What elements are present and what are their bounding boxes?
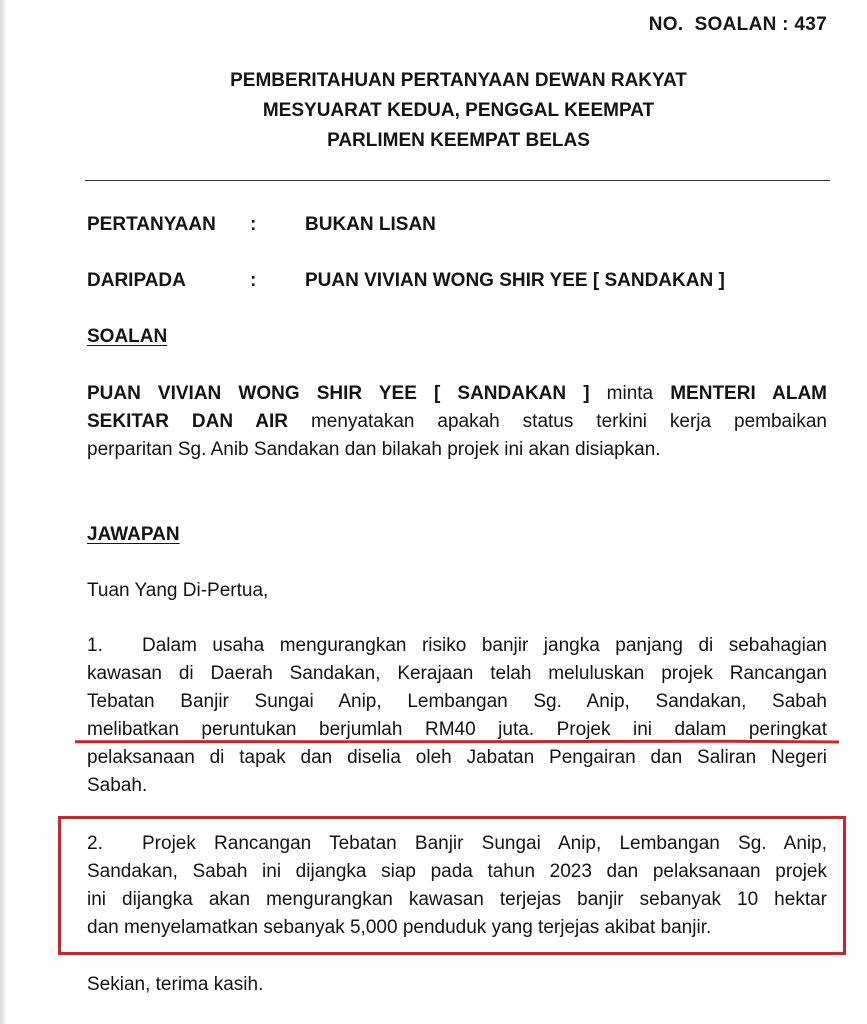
closing: Sekian, terima kasih. bbox=[87, 974, 264, 995]
para1-line-1: 1. Dalam usaha mengurangkan risiko banjir jangka panjang di sebahagian bbox=[87, 632, 827, 660]
jawapan-paragraph-1 bbox=[87, 632, 827, 800]
daripada-colon: : bbox=[250, 270, 257, 291]
document-header bbox=[0, 66, 867, 156]
pertanyaan-colon: : bbox=[250, 214, 257, 235]
pertanyaan-value: BUKAN LISAN bbox=[305, 214, 436, 235]
para1-line-6: Sabah. bbox=[87, 775, 148, 796]
para1-line-5: pelaksanaan di tapak dan diselia oleh Jabatan Pengairan dan Saliran Negeri bbox=[87, 747, 827, 768]
para1-line-4: melibatkan peruntukan berjumlah RM40 juta. Projek ini dalam peringkat bbox=[87, 719, 827, 740]
salutation: Tuan Yang Di-Pertua, bbox=[87, 580, 269, 601]
para1-line-3: Tebatan Banjir Sungai Anip, Lembangan Sg. Anip, Sandakan, Sabah bbox=[87, 691, 827, 712]
jawapan-title: JAWAPAN bbox=[87, 524, 180, 545]
para2-line-2: Sandakan, Sabah ini dijangka siap pada tahun 2023 dan pelaksanaan projek bbox=[87, 861, 827, 882]
para2-line-3: ini dijangka akan mengurangkan kawasan terjejas banjir sebanyak 10 hektar bbox=[87, 889, 827, 910]
para2-line-4: dan menyelamatkan sebanyak 5,000 penduduk yang terjejas akibat banjir. bbox=[87, 917, 712, 938]
soalan-line-3: perparitan Sg. Anib Sandakan dan bilakah projek ini akan disiapkan. bbox=[87, 439, 661, 460]
header-line-1: PEMBERITAHUAN PERTANYAAN DEWAN RAKYAT bbox=[230, 70, 687, 91]
daripada-value: PUAN VIVIAN WONG SHIR YEE [ SANDAKAN ] bbox=[305, 270, 725, 291]
question-number: NO. SOALAN : 437 bbox=[648, 14, 827, 35]
para2-line-1: 2. Projek Rancangan Tebatan Banjir Sungai Anip, Lembangan Sg. Anip, bbox=[87, 830, 827, 858]
daripada-label: DARIPADA bbox=[87, 270, 186, 291]
para1-number: 1. bbox=[87, 635, 103, 656]
soalan-line-1: PUAN VIVIAN WONG SHIR YEE [ SANDAKAN ] minta MENTERI ALAM bbox=[87, 383, 827, 404]
header-line-2: MESYUARAT KEDUA, PENGGAL KEEMPAT bbox=[262, 100, 655, 121]
pertanyaan-label: PERTANYAAN bbox=[87, 214, 216, 235]
header-divider bbox=[85, 180, 830, 181]
red-highlight-underline bbox=[75, 739, 839, 744]
soalan-title: SOALAN bbox=[87, 326, 168, 347]
soalan-line-2: SEKITAR DAN AIR menyatakan apakah status terkini kerja pembaikan bbox=[87, 411, 827, 432]
header-line-3: PARLIMEN KEEMPAT BELAS bbox=[327, 130, 590, 151]
para1-line-2: kawasan di Daerah Sandakan, Kerajaan telah meluluskan projek Rancangan bbox=[87, 663, 827, 684]
para2-number: 2. bbox=[87, 833, 103, 854]
soalan-paragraph bbox=[87, 380, 827, 464]
jawapan-paragraph-2 bbox=[87, 830, 827, 942]
